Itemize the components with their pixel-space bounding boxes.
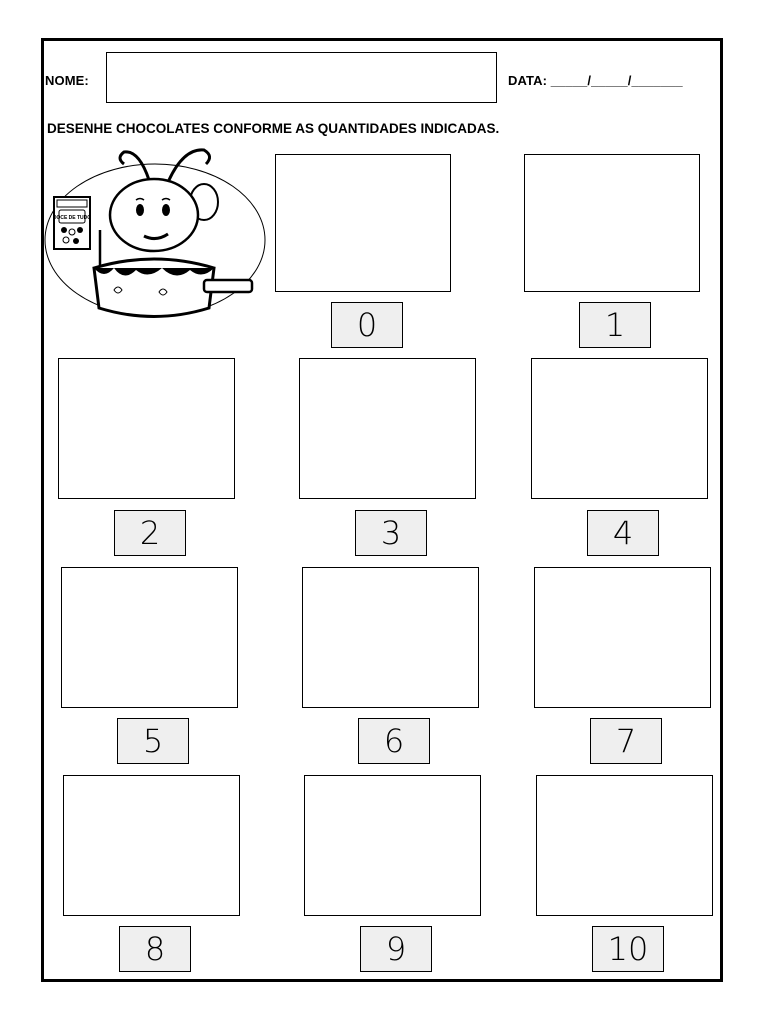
number-box-7 bbox=[590, 718, 662, 764]
number-6: 6 bbox=[383, 722, 405, 760]
number-8: 8 bbox=[144, 930, 166, 968]
number-2: 2 bbox=[139, 514, 161, 552]
draw-box-1[interactable] bbox=[524, 154, 700, 292]
bee-with-chocolate-icon bbox=[44, 140, 266, 325]
number-box-4 bbox=[587, 510, 659, 556]
number-box-1 bbox=[579, 302, 651, 348]
name-field[interactable] bbox=[106, 52, 497, 103]
number-5: 5 bbox=[142, 722, 164, 760]
number-box-6 bbox=[358, 718, 430, 764]
number-3: 3 bbox=[380, 514, 402, 552]
draw-box-6[interactable] bbox=[302, 567, 479, 708]
draw-box-3[interactable] bbox=[299, 358, 476, 499]
draw-box-0[interactable] bbox=[275, 154, 451, 292]
draw-box-9[interactable] bbox=[304, 775, 481, 916]
jar-label: DOCE DE TUDO bbox=[52, 215, 92, 221]
name-label: NOME: bbox=[45, 73, 89, 88]
number-box-10 bbox=[592, 926, 664, 972]
draw-box-4[interactable] bbox=[531, 358, 708, 499]
number-9: 9 bbox=[385, 930, 407, 968]
instruction-text: DESENHE CHOCOLATES CONFORME AS QUANTIDADES INDICADAS. bbox=[47, 121, 500, 136]
number-4: 4 bbox=[612, 514, 634, 552]
number-1: 1 bbox=[604, 306, 626, 344]
bee-illustration bbox=[44, 140, 266, 325]
draw-box-2[interactable] bbox=[58, 358, 235, 499]
number-box-8 bbox=[119, 926, 191, 972]
draw-box-5[interactable] bbox=[61, 567, 238, 708]
number-box-2 bbox=[114, 510, 186, 556]
date-label: DATA: _____/_____/_______ bbox=[508, 73, 683, 88]
number-box-9 bbox=[360, 926, 432, 972]
draw-box-10[interactable] bbox=[536, 775, 713, 916]
number-box-5 bbox=[117, 718, 189, 764]
number-7: 7 bbox=[615, 722, 637, 760]
number-0: 0 bbox=[356, 306, 378, 344]
number-box-3 bbox=[355, 510, 427, 556]
draw-box-7[interactable] bbox=[534, 567, 711, 708]
draw-box-8[interactable] bbox=[63, 775, 240, 916]
number-10: 10 bbox=[607, 930, 649, 968]
number-box-0 bbox=[331, 302, 403, 348]
